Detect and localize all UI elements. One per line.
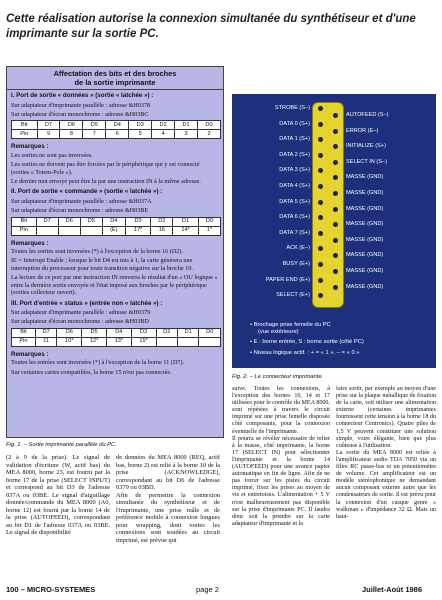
pin-dot bbox=[318, 106, 323, 111]
figure1-caption: Fig. 1. – Sortie imprimante parallèle du PC. bbox=[6, 442, 117, 448]
table-title-line1: Affectation des bits et des broches bbox=[53, 69, 177, 78]
section2-remark2: IE = Interrupt Enable ; lorsque le bit D4 est mis à 1, la carte génèrera une interruption du processeur pour toute transition négative sur la broche 10. bbox=[11, 257, 193, 272]
section1-remark1: Les sorties ne sont pas inversées. bbox=[11, 151, 93, 159]
grid-cell: D6 bbox=[60, 121, 83, 130]
pin-label-left: ACK (E–) bbox=[286, 245, 310, 252]
pin-label-right: MASSE (GND) bbox=[346, 252, 384, 259]
grid-cell: D3 bbox=[129, 121, 152, 130]
pin-label-left: DATA 0 (S+) bbox=[279, 120, 310, 127]
section1-grid bbox=[11, 120, 221, 139]
pin-label-right: MASSE (GND) bbox=[346, 221, 384, 228]
section3-title: III. Port d'entrée « status » (entrée non « latchée ») : bbox=[11, 299, 163, 307]
pin-label-left: STROBE (S–) bbox=[274, 105, 310, 111]
grid-cell: (E) bbox=[102, 226, 125, 235]
grid-cell: 15* bbox=[131, 337, 156, 346]
section1-remark2: Les sorties ne doivent pas être forcées par le périphérique qui y est connecté (sorties « Totem-Pole »). bbox=[11, 161, 200, 176]
section2-remarks-title: Remarques : bbox=[11, 239, 49, 247]
grid-cell: D4 bbox=[106, 328, 131, 337]
grid-cell: Bit bbox=[12, 328, 36, 337]
pin-label-left: BUSY (E+) bbox=[282, 261, 310, 267]
pin-label-right: SELECT IN (S–) bbox=[346, 158, 387, 165]
pin-dot bbox=[318, 200, 323, 205]
pin-dot bbox=[333, 113, 338, 118]
text-column-4: faire sortir, par exemple au moyen d'une prise sur la plaque métallique de fixation de la carte, soit utiliser une alimentation externe (certaines imprimantes fournissent cette tension à la borne 18 du connecteur Centronics). Quatre piles de 1,5 V peuvent constituer une solution simple, voire élégante, bien que plus coûteuse à l'utilisation. La sortie du MEA 8000 est reliée à l'amplificateur audio TDA 7050 via un filtre RC passe-bas et un potentiomètre de volume. Cet amplificateur est un modèle stéréophonique ne demandant aucun composant externe autre que les condensateurs de sortie. Il est prévu pour la connexion d'un casque genre « walkman » d'impédance 32 Ω. Mais un haut- bbox=[336, 386, 437, 520]
grid-cell: D6 bbox=[57, 328, 82, 337]
grid-cell: 13* bbox=[106, 337, 131, 346]
section3-addr1: Sur adaptateur d'imprimante parallèle : adresse &H0379 bbox=[11, 308, 151, 316]
grid-cell: D4 bbox=[102, 217, 125, 226]
grid-cell: D6 bbox=[58, 217, 80, 226]
pin-label-left: DATA 2 (S+) bbox=[279, 151, 310, 158]
pin-dot bbox=[318, 184, 323, 189]
section1-addr1: Sur adaptateur d'imprimante parallèle : adresse &H0378 bbox=[11, 101, 151, 109]
section3-remarks-title: Remarques : bbox=[11, 350, 49, 358]
pin-dot bbox=[318, 122, 323, 127]
grid-cell: 10* bbox=[57, 337, 82, 346]
pin-label-right: MASSE (GND) bbox=[346, 205, 384, 212]
pin-label-left: DATA 1 (S+) bbox=[279, 136, 310, 143]
grid-cell: D2 bbox=[151, 217, 173, 226]
footer-page: page 2 bbox=[196, 585, 219, 594]
pin-label-left: DATA 4 (S+) bbox=[279, 183, 310, 189]
grid-cell bbox=[177, 337, 198, 346]
grid-cell: 8 bbox=[60, 130, 83, 139]
legend-line2: • E : borne entrée, S : borne sortie (côté PC) bbox=[250, 339, 364, 345]
pin-label-left: DATA 6 (S+) bbox=[279, 214, 310, 221]
pin-label-left: SELECT (E+) bbox=[276, 292, 310, 299]
pin-label-right: AUTOFEED (S–) bbox=[346, 112, 389, 118]
grid-cell: D0 bbox=[199, 328, 221, 337]
section1-remark3: Le dernier mot envoyé peut être lu par une instruction IN à la même adresse. bbox=[11, 178, 201, 186]
pin-label-right: MASSE (GND) bbox=[346, 236, 384, 243]
section1-remarks-title: Remarques : bbox=[11, 143, 49, 151]
grid-cell bbox=[156, 337, 177, 346]
grid-cell: 1* bbox=[198, 226, 220, 235]
grid-cell: Bit bbox=[12, 121, 38, 130]
pin-dot bbox=[333, 160, 338, 165]
bit-assignment-table bbox=[6, 66, 224, 438]
pin-dot bbox=[318, 153, 323, 158]
grid-cell: 7 bbox=[83, 130, 106, 139]
headline: Cette réalisation autorise la connexion simultanée du synthétiseur et d'une imprimante sur la sortie PC. bbox=[6, 13, 416, 40]
legend-line3: • Niveau logique actif. : + = « 1 ». – = « 0 » bbox=[250, 350, 360, 356]
pin-label-right: ERROR (E–) bbox=[346, 127, 379, 134]
grid-cell: D1 bbox=[177, 328, 198, 337]
grid-cell: 5 bbox=[129, 130, 152, 139]
connector-panel bbox=[232, 94, 436, 368]
pin-dot bbox=[333, 191, 338, 196]
table-title bbox=[7, 67, 223, 90]
grid-cell: D5 bbox=[82, 328, 107, 337]
section2-addr1: Sur adaptateur d'imprimante parallèle : adresse &H037A bbox=[11, 197, 152, 205]
grid-cell: D0 bbox=[198, 217, 220, 226]
grid-cell: 16 bbox=[151, 226, 173, 235]
section1-addr2: Sur adaptateur d'écran monochrome : adresse &H03BC bbox=[11, 111, 149, 118]
pin-label-left: DATA 3 (S+) bbox=[279, 167, 310, 174]
figure2-caption: Fig. 2. – Le connecteur imprimante. bbox=[232, 374, 324, 380]
pin-dot bbox=[333, 129, 338, 134]
grid-cell: 17* bbox=[125, 226, 150, 235]
grid-cell: 11 bbox=[35, 337, 56, 346]
grid-cell: 3 bbox=[175, 130, 198, 139]
grid-cell bbox=[80, 226, 102, 235]
pin-dot bbox=[333, 238, 338, 243]
pin-label-right: MASSE (GND) bbox=[346, 268, 384, 274]
grid-cell: D1 bbox=[175, 121, 198, 130]
pin-dot bbox=[318, 278, 323, 283]
grid-cell: 14* bbox=[173, 226, 198, 235]
grid-cell: 9 bbox=[37, 130, 60, 139]
grid-cell: D0 bbox=[198, 121, 221, 130]
grid-cell: 2 bbox=[198, 130, 221, 139]
legend-line1b: (vue extérieure) bbox=[258, 329, 299, 335]
pin-label-left: PAPER END (E+) bbox=[265, 276, 310, 283]
grid-cell: Bit bbox=[12, 217, 37, 226]
pin-dot bbox=[333, 207, 338, 212]
pin-dot bbox=[318, 231, 323, 236]
grid-cell: D7 bbox=[35, 328, 56, 337]
grid-cell: D3 bbox=[131, 328, 156, 337]
grid-cell: 12* bbox=[82, 337, 107, 346]
section3-grid bbox=[11, 328, 221, 347]
text-column-2: de données du MEA 8000 (REQ, actif bas, borne 2) est relié à la borne 10 de la prise (ACKNOWLEDGE), correspondant au bit D6 de l'adresse 0379 ou 03BD. Afin de permettre la connexion simultanée du synthétiseur et de l'imprimante, une prise mâle et de préférence mobile à connexion longues pour wrapping, dont toutes les connexions sont soudées au circuit imprimé, est prévue qui bbox=[116, 454, 220, 544]
grid-cell: D4 bbox=[106, 121, 129, 130]
pin-label-right: MASSE (GND) bbox=[346, 174, 384, 181]
section3-remark1: Toutes les entrées sont inversées (*) à l'exception de la borne 11 (D7). bbox=[11, 359, 185, 367]
pin-dot bbox=[333, 285, 338, 290]
table-title-line2: de la sortie imprimante bbox=[74, 77, 156, 87]
grid-cell: Pin bbox=[12, 337, 36, 346]
footer-left: 100 – MICRO-SYSTEMES bbox=[6, 585, 96, 594]
section2-remark1: Toutes les sorties sont inversées (*) à l'exception de la borne 16 (D2). bbox=[11, 248, 183, 256]
grid-cell bbox=[36, 226, 58, 235]
section2-grid bbox=[11, 217, 221, 236]
grid-cell: Pin bbox=[12, 226, 37, 235]
pin-label-right: MASSE (GND) bbox=[346, 190, 384, 196]
grid-cell: D5 bbox=[83, 121, 106, 130]
grid-cell: D5 bbox=[80, 217, 102, 226]
grid-cell: D2 bbox=[152, 121, 175, 130]
pin-label-right: INITIALIZE (S+) bbox=[346, 143, 386, 150]
grid-cell bbox=[199, 337, 221, 346]
grid-cell: D7 bbox=[36, 217, 58, 226]
section2-title: II. Port de sortie « commande » (sortie « latchée ») : bbox=[11, 188, 163, 196]
pin-label-left: DATA 7 (S+) bbox=[279, 229, 310, 236]
grid-cell: D7 bbox=[37, 121, 60, 130]
text-column-1: (2 à 9 de la prise). Le signal de validation d'écriture (W, actif bas) du MEA 8000, borne 23, est fourni par la borne 17 de la prise (SELECT INPUT) et correspond au bit D3 de l'adresse 037A ou 03BE. Le signal d'aiguillage donnée/commande du MEA 8000 (A0, borne 12) est fourni par la borne 14 de la prise (AUTOFEED), correspondant au bit D1 de l'adresse 037A ou 03BE. Le signal de disponibilité bbox=[6, 454, 110, 536]
section1-title: I. Port de sortie « données » (sortie « latchée ») : bbox=[11, 92, 154, 100]
grid-cell bbox=[58, 226, 80, 235]
pin-dot bbox=[333, 269, 338, 274]
grid-cell: D3 bbox=[125, 217, 150, 226]
section3-addr2: Sur adaptateur d'écran monochrome : adresse &H03BD bbox=[11, 318, 149, 326]
section2-remark3: La lecture de ce port par une instruction IN renverra le résultat d'un « OU logique » entre la dernière sortie envoyée et l'état imposé aux broches par le périphérique (sorties collecteur ouvert). bbox=[11, 274, 218, 297]
section2-addr2: Sur adaptateur d'écran monochrome : adresse &H03BE bbox=[11, 207, 149, 215]
legend-line1: • Brochage prise femelle du PC bbox=[250, 322, 331, 328]
pin-label-right: MASSE (GND) bbox=[346, 283, 384, 290]
footer-right: Juillet-Août 1986 bbox=[362, 585, 423, 594]
grid-cell: D1 bbox=[173, 217, 198, 226]
grid-cell: Pin bbox=[12, 130, 38, 139]
grid-cell: 6 bbox=[106, 130, 129, 139]
grid-cell: 4 bbox=[152, 130, 175, 139]
text-column-3: suive. Toutes les connexions, à l'exception des bornes 10, 14 et 17 utilisées pour le contrôle du MEA 8000, sont répétées à travers le circuit imprimé sur une prise femelle disposée côté composants, pour la connexion éventuelle de l'imprimante. Il pourra se révéler nécessaire de relier à la masse, côté imprimante, la borne 17 (SELECT IN) pour sélectionner l'imprimante et la borne 14 (AUTOFEED) pour une avance papier automatique en fin de ligne. Afin de ne pas forcer sur les pistes du circuit imprimé, fixez les prises au moyen de vis et entretoises. L'alimentation + 5 V n'est malheureusement pas disponible sur la prise d'imprimante PC. Il faudra donc soit la prendre sur la carte adaptateur d'imprimante et la bbox=[232, 386, 330, 527]
db25-connector bbox=[312, 102, 344, 308]
pin-dot bbox=[318, 262, 323, 267]
section3-remark2: Sur certaines cartes compatibles, la borne 15 n'est pas connectée. bbox=[11, 368, 172, 376]
pin-label-left: DATA 5 (S+) bbox=[279, 198, 310, 205]
grid-cell: D2 bbox=[156, 328, 177, 337]
